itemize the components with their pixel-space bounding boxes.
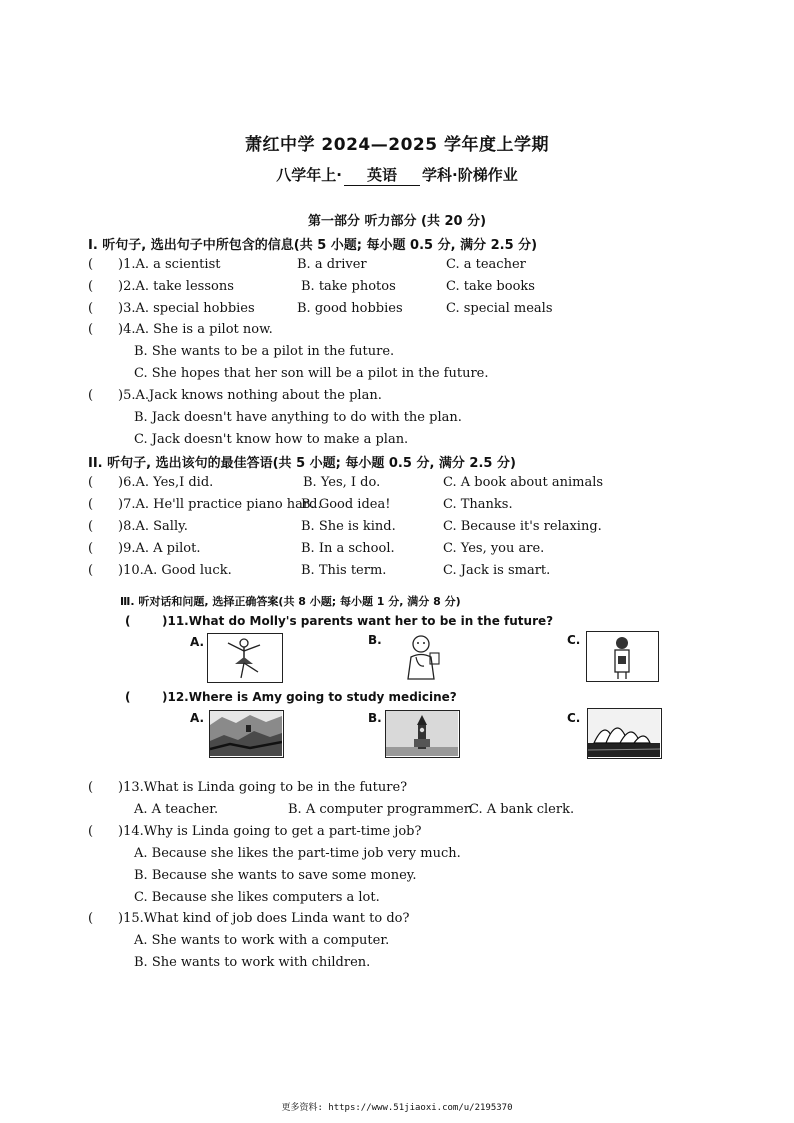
q2-option-c: C. take books [446,279,535,294]
q10-option-a: )10.A. Good luck. [118,563,232,578]
subject-blank: 英语 [344,164,420,186]
q4-option-a: )4.A. She is a pilot now. [118,322,273,337]
answer-paren: ( [125,690,131,704]
q8-option-a: )8.A. Sally. [118,519,188,534]
q7-option-a: )7.A. He'll practice piano hard. [118,497,322,512]
q13-option-b: B. A computer programmer. [288,802,473,817]
q5-option-c: C. Jack doesn't know how to make a plan. [134,432,409,447]
section1-heading: I. 听句子, 选出句子中所包含的信息(共 5 小题; 每小题 0.5 分, 满分 2.5 分) [88,238,538,253]
q1-option-b: B. a driver [297,257,367,272]
q1-option-c: C. a teacher [446,257,526,272]
q3-option-a: )3.A. special hobbies [118,301,255,316]
q13-option-c: C. A bank clerk. [469,802,575,817]
q7-option-b: B. Good idea! [301,497,391,512]
q12-label-a: A. [190,711,205,725]
q11-label-c: C. [567,633,581,647]
q15-option-a: A. She wants to work with a computer. [134,933,390,948]
q12-label-c: C. [567,711,581,725]
section2-heading: II. 听句子, 选出该句的最佳答语(共 5 小题; 每小题 0.5 分, 满分 2.5 分) [88,456,516,471]
answer-paren: ( [88,824,94,839]
q3-option-b: B. good hobbies [297,301,403,316]
q14-stem: )14.Why is Linda going to get a part-time job? [118,824,422,839]
q11-label-a: A. [190,635,205,649]
q13-option-a: A. A teacher. [134,802,219,817]
answer-paren: ( [88,257,94,272]
subtitle-prefix: 八学年上· [276,166,342,184]
opera-house-picture [587,708,662,759]
q14-option-c: C. Because she likes computers a lot. [134,890,380,905]
answer-paren: ( [88,541,94,556]
answer-paren: ( [125,614,131,628]
q11-stem: )11.What do Molly's parents want her to be in the future? [162,614,554,628]
q6-option-a: )6.A. Yes,I did. [118,475,214,490]
doctor-picture [384,633,459,683]
footer-link[interactable]: 更多资料: https://www.51jiaoxi.com/u/2195370 [281,1103,513,1113]
q5-option-b: B. Jack doesn't have anything to do with the plan. [134,410,462,425]
answer-paren: ( [88,301,94,316]
q10-option-b: B. This term. [301,563,387,578]
q9-option-a: )9.A. A pilot. [118,541,201,556]
answer-paren: ( [88,519,94,534]
section3-heading: Ⅲ. 听对话和问题, 选择正确答案(共 8 小题; 每小题 1 分, 满分 8 分) [120,595,461,608]
q14-option-b: B. Because she wants to save some money. [134,868,417,883]
answer-paren: ( [88,780,94,795]
q11-label-b: B. [368,633,382,647]
answer-paren: ( [88,388,94,403]
answer-paren: ( [88,322,94,337]
page-subtitle [0,164,794,186]
q12-label-b: B. [368,711,382,725]
q5-option-a: )5.A.Jack knows nothing about the plan. [118,388,382,403]
answer-paren: ( [88,563,94,578]
q12-stem: )12.Where is Amy going to study medicine? [162,690,457,704]
q4-option-c: C. She hopes that her son will be a pilot in the future. [134,366,489,381]
q15-stem: )15.What kind of job does Linda want to do? [118,911,410,926]
q1-option-a: )1.A. a scientist [118,257,221,272]
subtitle-suffix: 学科·阶梯作业 [422,166,518,184]
q8-option-b: B. She is kind. [301,519,396,534]
dancer-picture [207,633,283,683]
q10-option-c: C. Jack is smart. [443,563,551,578]
q9-option-b: B. In a school. [301,541,395,556]
q3-option-c: C. special meals [446,301,553,316]
q13-stem: )13.What is Linda going to be in the future? [118,780,408,795]
q15-option-b: B. She wants to work with children. [134,955,371,970]
q7-option-c: C. Thanks. [443,497,513,512]
page-title: 萧红中学 2024—2025 学年度上学期 [245,135,549,155]
part1-heading: 第一部分 听力部分 (共 20 分) [307,214,487,229]
answer-paren: ( [88,475,94,490]
q6-option-b: B. Yes, I do. [303,475,381,490]
answer-paren: ( [88,497,94,512]
q4-option-b: B. She wants to be a pilot in the future. [134,344,395,359]
big-ben-picture [385,710,460,758]
q9-option-c: C. Yes, you are. [443,541,545,556]
q6-option-c: C. A book about animals [443,475,604,490]
clerk-picture [586,631,659,682]
answer-paren: ( [88,911,94,926]
q14-option-a: A. Because she likes the part-time job very much. [134,846,461,861]
q2-option-b: B. take photos [301,279,396,294]
q8-option-c: C. Because it's relaxing. [443,519,602,534]
answer-paren: ( [88,279,94,294]
great-wall-picture [209,710,284,758]
q2-option-a: )2.A. take lessons [118,279,234,294]
